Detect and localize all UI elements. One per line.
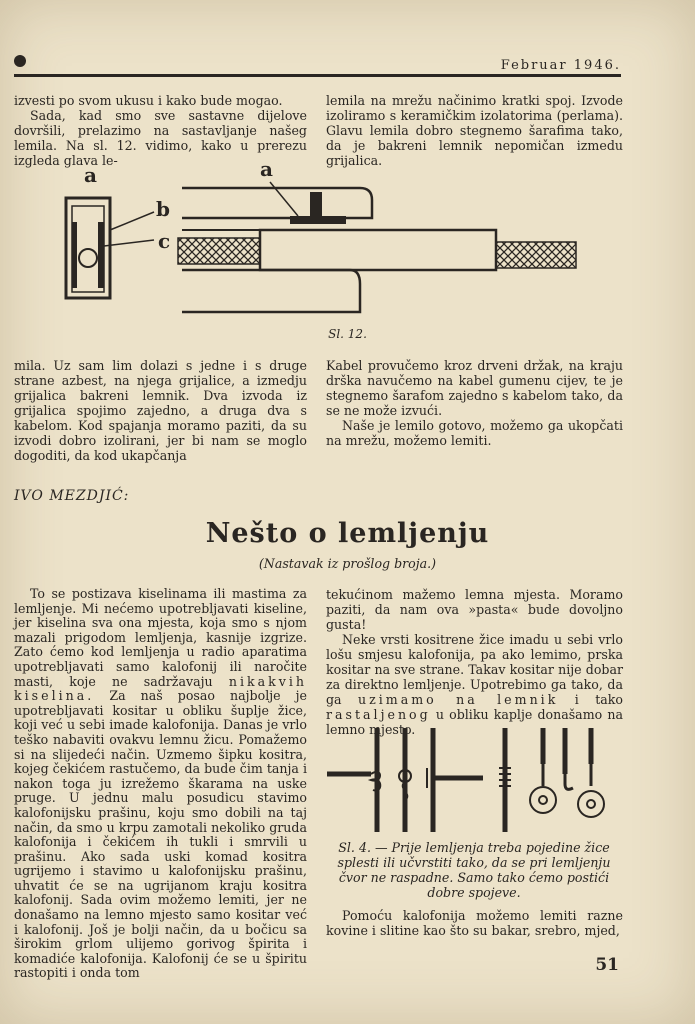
label-a: a <box>84 163 97 187</box>
paragraph: Naše je lemilo gotovo, možemo ga ukopčati na mrežu, možemo lemiti. <box>326 418 623 448</box>
label-b: b <box>156 197 170 221</box>
paragraph: mila. Uz sam lim dolazi s jedne i s druge strane azbest, na njega grijalice, a izmedju grijalica bakreni lemnik. Dva izvoda iz grijalica spojimo zajedno, a druga dva s kabelom. Kod spajanja moramo paziti, da su izvodi dobro izolirani, jer bi nam se moglo dogoditi, da kod ukapčanja <box>14 358 307 463</box>
bottom-right-column-top <box>326 587 623 737</box>
label-c: c <box>158 229 171 253</box>
header-bullet <box>14 55 26 67</box>
bottom-left-column <box>14 587 307 981</box>
paragraph: Sada, kad smo sve sastavne dijelove dovršili, prelazimo na sastavljanje našeg lemila. Na sl. 12. vidimo, kako u prerezu izgleda glava le- <box>14 108 307 168</box>
paragraph: Kabel provučemo kroz drveni držak, na kraju drška navučemo na kabel gumenu cijev, te je stegnemo šarafom zajedno s kabelom tako, da se ne može izvući. <box>326 358 623 418</box>
figure-12-soldering-iron-head <box>60 160 600 330</box>
top-left-column <box>14 93 307 168</box>
cross-section-drawing <box>66 198 154 298</box>
text-run: Za naš posao najbolje je upotrebljavati kositar u obliku šuplje žice, koji već u sebi imade kalofonija. Danas je vrlo teško nabaviti ovakvu lemnu žicu. Pomažemo si na slijedeći način. Uzmemo šipku kositra, kojeg čekićem rastučemo, da bude čim tanja i nakon toga ju izrežemo škarama na uske pruge. U jednu malu posudicu stavimo kalofonijsku prašinu, koju smo dobili na taj način, da smo u krpu zamotali nekoliko gruda kalofonija i čekićem ih tukli i smrvili u prašinu. Ako sada uski komad kositra ugrijemo i stavimo u kalofonijsku prašinu, uhvatit će se na ugrijanom kraju kositra kalofonij. Sada ovim možemo lemiti, jer ne donašamo na lemno mjesto samo kositar već i kalofonij. Još je bolji način, da u bočicu sa širokim grlom ulijemo gorivog špirita i komadiće kalofonija. Kalofonij će se u špiritu rastopiti i onda tom <box>14 688 307 981</box>
paragraph: Pomoću kalofonija možemo lemiti razne kovine i slitine kao što su bakar, srebro, mjed, <box>326 908 623 938</box>
figure-4-caption: Sl. 4. — Prije lemljenja treba pojedine žice splesti ili učvrstiti tako, da se pri lemljenju čvor ne raspadne. Samo tako ćemo postići dobre spojeve. <box>337 840 611 900</box>
text-run: u obliku kaplje donašamo na lemno mjesto. <box>326 707 623 737</box>
top-right-column <box>326 93 623 168</box>
text-run: To se postizava kiselinama ili mastima za lemljenje. Mi nećemo upotrebljavati kiseline, jer kiselina sva ona mjesta, koja smo s njom mazali prigodom lemljenja, kasnije izgrize. Zato ćemo kod lemljenja u radio aparatima upotrebljavati samo kalofonij ili naročite masti, koje ne sadržavaju <box>14 586 307 689</box>
article-subtitle: (Nastavak iz prošlog broja.) <box>258 556 437 571</box>
middle-left-column <box>14 358 307 463</box>
spaced-emphasis: uzimamo na lemnik <box>357 692 559 707</box>
header-rule <box>14 74 621 77</box>
text-run: Neke vrsti kositrene žice imadu u sebi vrlo lošu smjesu kalofonija, pa ako lemimo, prska kositar na sve strane. Takav kositar nije dobar za direktno lemljenje. Upotrebimo ga tako, da ga <box>326 632 623 707</box>
spaced-emphasis: nikakvih kiselina. <box>14 673 307 704</box>
longitudinal-section-drawing <box>178 182 576 312</box>
bottom-right-column-end <box>326 908 623 938</box>
middle-right-column <box>326 358 623 448</box>
article-title: Nešto o lemljenju <box>205 518 490 549</box>
label-a: a <box>260 160 273 181</box>
header-date: Februar 1946. <box>500 58 621 73</box>
figure-12-caption: Sl. 12. <box>328 327 367 341</box>
page-number: 51 <box>595 955 619 975</box>
paragraph: lemila na mrežu načinimo kratki spoj. Izvode izoliramo s keramičkim izolatorima (perlama). Glavu lemila dobro stegnemo šarafima tako, da je bakreni lemnik nepomičan izmedu grijalica. <box>326 93 623 168</box>
paragraph: izvesti po svom ukusu i kako bude mogao. <box>14 93 283 108</box>
paragraph <box>326 632 623 737</box>
paragraph: tekućinom mažemo lemna mjesta. Moramo paziti, da nam ova »pasta« bude dovoljno gusta! <box>326 587 623 632</box>
article-author: IVO MEZDJIĆ: <box>14 488 130 504</box>
paragraph <box>14 587 307 981</box>
figure-4-wire-joints <box>325 724 623 836</box>
text-run: i tako <box>574 692 623 707</box>
spaced-emphasis: rastaljenog <box>326 707 431 722</box>
